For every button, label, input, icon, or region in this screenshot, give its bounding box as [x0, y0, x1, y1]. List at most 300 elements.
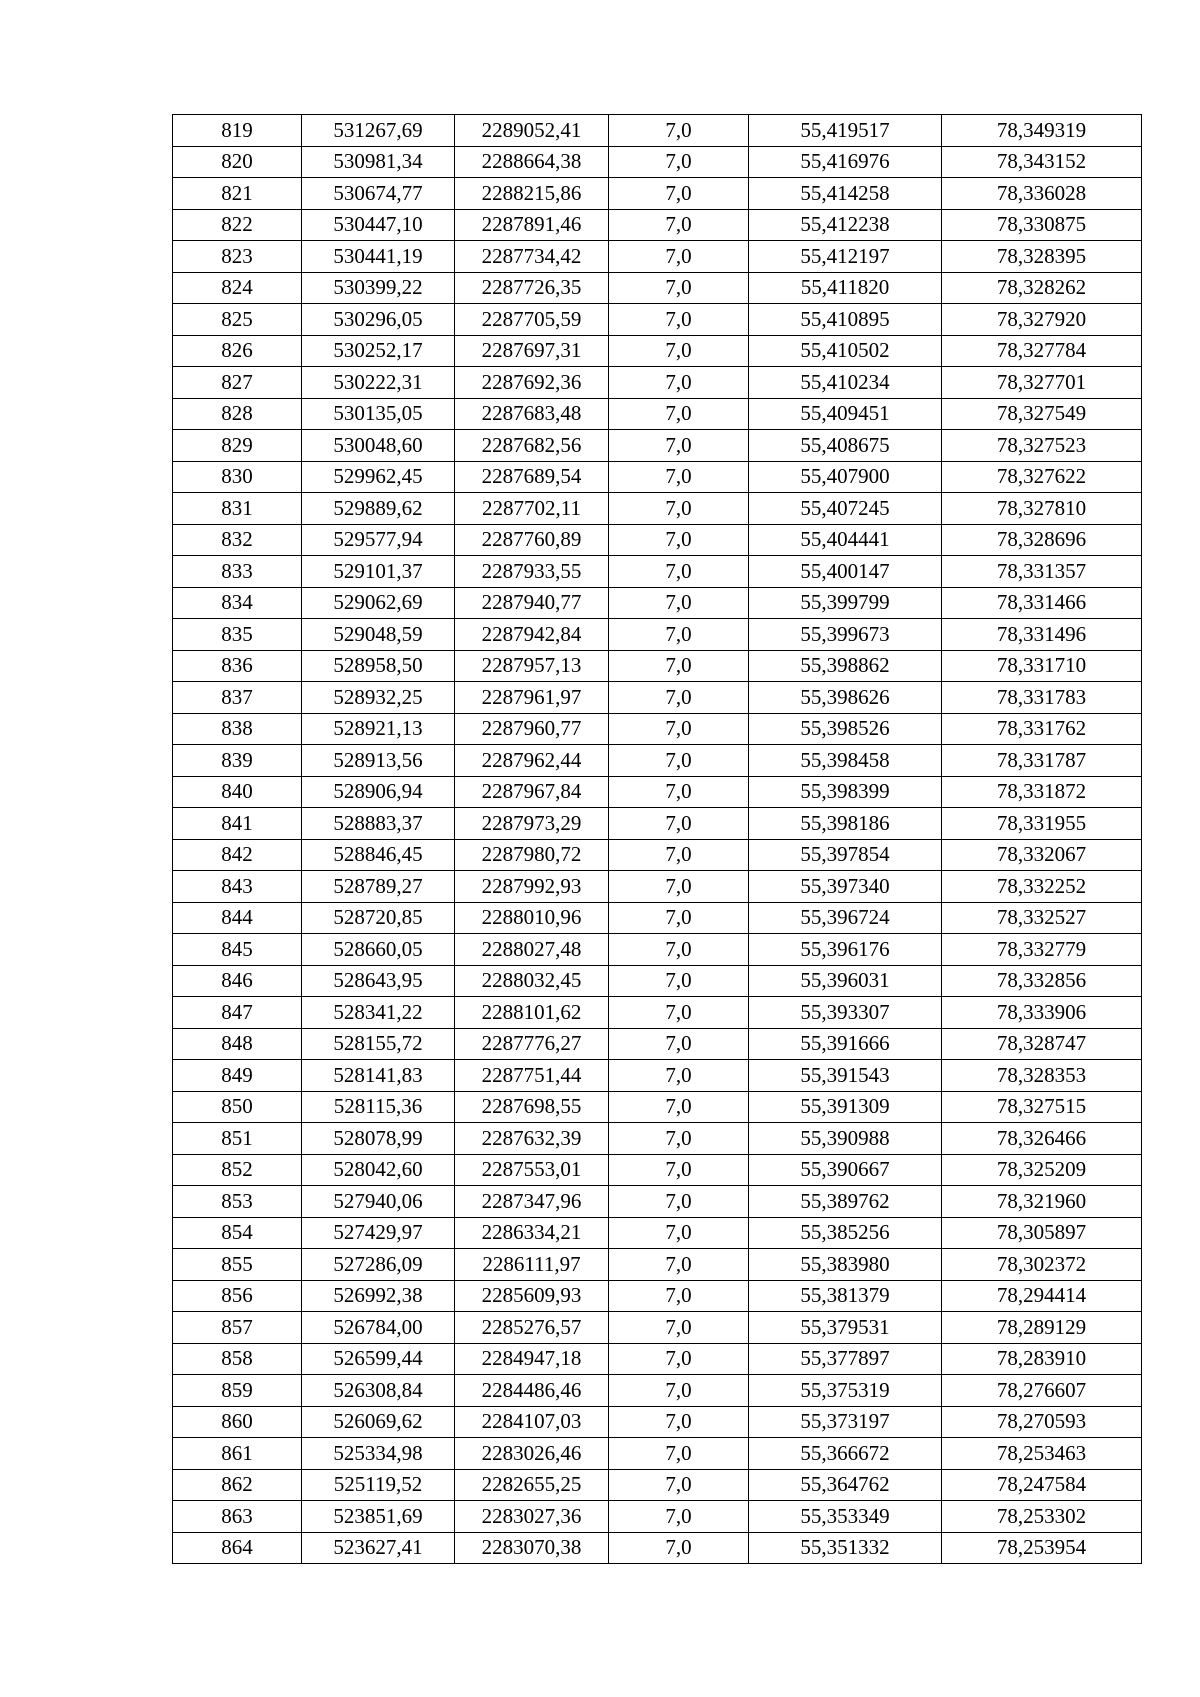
- latitude-cell: 55,412238: [749, 209, 942, 241]
- latitude-cell: 55,396031: [749, 965, 942, 997]
- point-number-cell: 861: [173, 1438, 302, 1470]
- table-row: [173, 1154, 1142, 1186]
- x-coordinate-cell: 529962,45: [302, 461, 455, 493]
- latitude-cell: 55,398526: [749, 713, 942, 745]
- point-number-cell: 825: [173, 304, 302, 336]
- longitude-cell: 78,276607: [942, 1375, 1142, 1407]
- longitude-cell: 78,327784: [942, 335, 1142, 367]
- table-row: [173, 1028, 1142, 1060]
- height-cell: 7,0: [609, 272, 749, 304]
- table-row: [173, 1469, 1142, 1501]
- latitude-cell: 55,396176: [749, 934, 942, 966]
- point-number-cell: 821: [173, 178, 302, 210]
- table-row: [173, 902, 1142, 934]
- longitude-cell: 78,331787: [942, 745, 1142, 777]
- latitude-cell: 55,389762: [749, 1186, 942, 1218]
- height-cell: 7,0: [609, 556, 749, 588]
- x-coordinate-cell: 526784,00: [302, 1312, 455, 1344]
- longitude-cell: 78,253463: [942, 1438, 1142, 1470]
- y-coordinate-cell: 2287980,72: [455, 839, 609, 871]
- latitude-cell: 55,398186: [749, 808, 942, 840]
- longitude-cell: 78,332067: [942, 839, 1142, 871]
- height-cell: 7,0: [609, 619, 749, 651]
- longitude-cell: 78,327920: [942, 304, 1142, 336]
- longitude-cell: 78,331357: [942, 556, 1142, 588]
- table-row: [173, 1060, 1142, 1092]
- point-number-cell: 844: [173, 902, 302, 934]
- latitude-cell: 55,379531: [749, 1312, 942, 1344]
- longitude-cell: 78,327622: [942, 461, 1142, 493]
- x-coordinate-cell: 528141,83: [302, 1060, 455, 1092]
- height-cell: 7,0: [609, 776, 749, 808]
- longitude-cell: 78,349319: [942, 115, 1142, 147]
- latitude-cell: 55,409451: [749, 398, 942, 430]
- latitude-cell: 55,400147: [749, 556, 942, 588]
- y-coordinate-cell: 2282655,25: [455, 1469, 609, 1501]
- height-cell: 7,0: [609, 1343, 749, 1375]
- point-number-cell: 829: [173, 430, 302, 462]
- y-coordinate-cell: 2288027,48: [455, 934, 609, 966]
- table-row: [173, 1186, 1142, 1218]
- y-coordinate-cell: 2288032,45: [455, 965, 609, 997]
- y-coordinate-cell: 2288664,38: [455, 146, 609, 178]
- point-number-cell: 849: [173, 1060, 302, 1092]
- y-coordinate-cell: 2286334,21: [455, 1217, 609, 1249]
- point-number-cell: 860: [173, 1406, 302, 1438]
- y-coordinate-cell: 2283070,38: [455, 1532, 609, 1564]
- y-coordinate-cell: 2287973,29: [455, 808, 609, 840]
- latitude-cell: 55,391666: [749, 1028, 942, 1060]
- longitude-cell: 78,328353: [942, 1060, 1142, 1092]
- x-coordinate-cell: 530981,34: [302, 146, 455, 178]
- point-number-cell: 836: [173, 650, 302, 682]
- y-coordinate-cell: 2288101,62: [455, 997, 609, 1029]
- point-number-cell: 835: [173, 619, 302, 651]
- point-number-cell: 833: [173, 556, 302, 588]
- x-coordinate-cell: 528155,72: [302, 1028, 455, 1060]
- height-cell: 7,0: [609, 461, 749, 493]
- longitude-cell: 78,294414: [942, 1280, 1142, 1312]
- latitude-cell: 55,410895: [749, 304, 942, 336]
- latitude-cell: 55,416976: [749, 146, 942, 178]
- table-row: [173, 367, 1142, 399]
- height-cell: 7,0: [609, 1186, 749, 1218]
- table-row: [173, 272, 1142, 304]
- x-coordinate-cell: 526308,84: [302, 1375, 455, 1407]
- x-coordinate-cell: 528643,95: [302, 965, 455, 997]
- point-number-cell: 847: [173, 997, 302, 1029]
- table-row: [173, 1375, 1142, 1407]
- x-coordinate-cell: 530296,05: [302, 304, 455, 336]
- x-coordinate-cell: 528115,36: [302, 1091, 455, 1123]
- height-cell: 7,0: [609, 1375, 749, 1407]
- point-number-cell: 855: [173, 1249, 302, 1281]
- point-number-cell: 863: [173, 1501, 302, 1533]
- height-cell: 7,0: [609, 1280, 749, 1312]
- longitude-cell: 78,331466: [942, 587, 1142, 619]
- height-cell: 7,0: [609, 524, 749, 556]
- height-cell: 7,0: [609, 871, 749, 903]
- latitude-cell: 55,393307: [749, 997, 942, 1029]
- table-row: [173, 430, 1142, 462]
- height-cell: 7,0: [609, 1312, 749, 1344]
- table-row: [173, 934, 1142, 966]
- table-row: [173, 115, 1142, 147]
- latitude-cell: 55,398862: [749, 650, 942, 682]
- point-number-cell: 857: [173, 1312, 302, 1344]
- latitude-cell: 55,396724: [749, 902, 942, 934]
- longitude-cell: 78,328696: [942, 524, 1142, 556]
- table-row: [173, 650, 1142, 682]
- point-number-cell: 823: [173, 241, 302, 273]
- latitude-cell: 55,377897: [749, 1343, 942, 1375]
- latitude-cell: 55,419517: [749, 115, 942, 147]
- point-number-cell: 841: [173, 808, 302, 840]
- y-coordinate-cell: 2287697,31: [455, 335, 609, 367]
- height-cell: 7,0: [609, 367, 749, 399]
- height-cell: 7,0: [609, 1438, 749, 1470]
- height-cell: 7,0: [609, 1091, 749, 1123]
- latitude-cell: 55,399673: [749, 619, 942, 651]
- table-row: [173, 619, 1142, 651]
- longitude-cell: 78,328395: [942, 241, 1142, 273]
- latitude-cell: 55,383980: [749, 1249, 942, 1281]
- longitude-cell: 78,289129: [942, 1312, 1142, 1344]
- height-cell: 7,0: [609, 965, 749, 997]
- height-cell: 7,0: [609, 241, 749, 273]
- x-coordinate-cell: 530222,31: [302, 367, 455, 399]
- x-coordinate-cell: 529889,62: [302, 493, 455, 525]
- latitude-cell: 55,391543: [749, 1060, 942, 1092]
- longitude-cell: 78,247584: [942, 1469, 1142, 1501]
- table-row: [173, 178, 1142, 210]
- height-cell: 7,0: [609, 1123, 749, 1155]
- x-coordinate-cell: 530048,60: [302, 430, 455, 462]
- table-row: [173, 1123, 1142, 1155]
- height-cell: 7,0: [609, 650, 749, 682]
- point-number-cell: 827: [173, 367, 302, 399]
- point-number-cell: 840: [173, 776, 302, 808]
- table-row: [173, 1312, 1142, 1344]
- x-coordinate-cell: 528958,50: [302, 650, 455, 682]
- x-coordinate-cell: 530447,10: [302, 209, 455, 241]
- y-coordinate-cell: 2287891,46: [455, 209, 609, 241]
- point-number-cell: 846: [173, 965, 302, 997]
- longitude-cell: 78,283910: [942, 1343, 1142, 1375]
- latitude-cell: 55,407900: [749, 461, 942, 493]
- height-cell: 7,0: [609, 808, 749, 840]
- longitude-cell: 78,331496: [942, 619, 1142, 651]
- point-number-cell: 819: [173, 115, 302, 147]
- point-number-cell: 826: [173, 335, 302, 367]
- longitude-cell: 78,325209: [942, 1154, 1142, 1186]
- longitude-cell: 78,327810: [942, 493, 1142, 525]
- table-row: [173, 776, 1142, 808]
- x-coordinate-cell: 526992,38: [302, 1280, 455, 1312]
- longitude-cell: 78,332527: [942, 902, 1142, 934]
- longitude-cell: 78,331955: [942, 808, 1142, 840]
- point-number-cell: 851: [173, 1123, 302, 1155]
- longitude-cell: 78,327701: [942, 367, 1142, 399]
- latitude-cell: 55,390667: [749, 1154, 942, 1186]
- table-row: [173, 1217, 1142, 1249]
- x-coordinate-cell: 528042,60: [302, 1154, 455, 1186]
- x-coordinate-cell: 528660,05: [302, 934, 455, 966]
- latitude-cell: 55,351332: [749, 1532, 942, 1564]
- point-number-cell: 864: [173, 1532, 302, 1564]
- height-cell: 7,0: [609, 587, 749, 619]
- x-coordinate-cell: 526069,62: [302, 1406, 455, 1438]
- x-coordinate-cell: 530441,19: [302, 241, 455, 273]
- height-cell: 7,0: [609, 1249, 749, 1281]
- longitude-cell: 78,333906: [942, 997, 1142, 1029]
- y-coordinate-cell: 2284107,03: [455, 1406, 609, 1438]
- x-coordinate-cell: 530399,22: [302, 272, 455, 304]
- point-number-cell: 820: [173, 146, 302, 178]
- x-coordinate-cell: 528078,99: [302, 1123, 455, 1155]
- y-coordinate-cell: 2284486,46: [455, 1375, 609, 1407]
- longitude-cell: 78,330875: [942, 209, 1142, 241]
- longitude-cell: 78,328747: [942, 1028, 1142, 1060]
- point-number-cell: 842: [173, 839, 302, 871]
- latitude-cell: 55,410502: [749, 335, 942, 367]
- table-row: [173, 1532, 1142, 1564]
- point-number-cell: 853: [173, 1186, 302, 1218]
- height-cell: 7,0: [609, 1501, 749, 1533]
- x-coordinate-cell: 529048,59: [302, 619, 455, 651]
- table-row: [173, 461, 1142, 493]
- longitude-cell: 78,253954: [942, 1532, 1142, 1564]
- x-coordinate-cell: 523851,69: [302, 1501, 455, 1533]
- table-row: [173, 1438, 1142, 1470]
- table-row: [173, 398, 1142, 430]
- x-coordinate-cell: 528932,25: [302, 682, 455, 714]
- height-cell: 7,0: [609, 1532, 749, 1564]
- longitude-cell: 78,336028: [942, 178, 1142, 210]
- y-coordinate-cell: 2289052,41: [455, 115, 609, 147]
- table-row: [173, 1091, 1142, 1123]
- x-coordinate-cell: 528720,85: [302, 902, 455, 934]
- table-row: [173, 1249, 1142, 1281]
- longitude-cell: 78,343152: [942, 146, 1142, 178]
- latitude-cell: 55,391309: [749, 1091, 942, 1123]
- latitude-cell: 55,366672: [749, 1438, 942, 1470]
- table-row: [173, 839, 1142, 871]
- y-coordinate-cell: 2287960,77: [455, 713, 609, 745]
- y-coordinate-cell: 2287347,96: [455, 1186, 609, 1218]
- longitude-cell: 78,321960: [942, 1186, 1142, 1218]
- x-coordinate-cell: 527940,06: [302, 1186, 455, 1218]
- table-row: [173, 556, 1142, 588]
- x-coordinate-cell: 531267,69: [302, 115, 455, 147]
- latitude-cell: 55,408675: [749, 430, 942, 462]
- point-number-cell: 837: [173, 682, 302, 714]
- table-row: [173, 304, 1142, 336]
- height-cell: 7,0: [609, 1028, 749, 1060]
- longitude-cell: 78,331762: [942, 713, 1142, 745]
- longitude-cell: 78,327515: [942, 1091, 1142, 1123]
- y-coordinate-cell: 2287682,56: [455, 430, 609, 462]
- point-number-cell: 848: [173, 1028, 302, 1060]
- point-number-cell: 828: [173, 398, 302, 430]
- height-cell: 7,0: [609, 934, 749, 966]
- y-coordinate-cell: 2287760,89: [455, 524, 609, 556]
- latitude-cell: 55,404441: [749, 524, 942, 556]
- latitude-cell: 55,397340: [749, 871, 942, 903]
- latitude-cell: 55,390988: [749, 1123, 942, 1155]
- latitude-cell: 55,398626: [749, 682, 942, 714]
- height-cell: 7,0: [609, 682, 749, 714]
- x-coordinate-cell: 525334,98: [302, 1438, 455, 1470]
- x-coordinate-cell: 528846,45: [302, 839, 455, 871]
- latitude-cell: 55,399799: [749, 587, 942, 619]
- latitude-cell: 55,398458: [749, 745, 942, 777]
- longitude-cell: 78,332779: [942, 934, 1142, 966]
- latitude-cell: 55,364762: [749, 1469, 942, 1501]
- point-number-cell: 843: [173, 871, 302, 903]
- table-row: [173, 871, 1142, 903]
- x-coordinate-cell: 528883,37: [302, 808, 455, 840]
- x-coordinate-cell: 525119,52: [302, 1469, 455, 1501]
- longitude-cell: 78,270593: [942, 1406, 1142, 1438]
- y-coordinate-cell: 2287698,55: [455, 1091, 609, 1123]
- y-coordinate-cell: 2287689,54: [455, 461, 609, 493]
- table-row: [173, 808, 1142, 840]
- point-number-cell: 856: [173, 1280, 302, 1312]
- height-cell: 7,0: [609, 209, 749, 241]
- point-number-cell: 832: [173, 524, 302, 556]
- x-coordinate-cell: 528921,13: [302, 713, 455, 745]
- height-cell: 7,0: [609, 902, 749, 934]
- point-number-cell: 822: [173, 209, 302, 241]
- y-coordinate-cell: 2287933,55: [455, 556, 609, 588]
- latitude-cell: 55,381379: [749, 1280, 942, 1312]
- latitude-cell: 55,411820: [749, 272, 942, 304]
- point-number-cell: 834: [173, 587, 302, 619]
- latitude-cell: 55,412197: [749, 241, 942, 273]
- x-coordinate-cell: 529062,69: [302, 587, 455, 619]
- point-number-cell: 850: [173, 1091, 302, 1123]
- x-coordinate-cell: 523627,41: [302, 1532, 455, 1564]
- y-coordinate-cell: 2287992,93: [455, 871, 609, 903]
- y-coordinate-cell: 2287957,13: [455, 650, 609, 682]
- longitude-cell: 78,327549: [942, 398, 1142, 430]
- table-row: [173, 713, 1142, 745]
- y-coordinate-cell: 2287751,44: [455, 1060, 609, 1092]
- table-row: [173, 1343, 1142, 1375]
- point-number-cell: 830: [173, 461, 302, 493]
- y-coordinate-cell: 2285609,93: [455, 1280, 609, 1312]
- y-coordinate-cell: 2287692,36: [455, 367, 609, 399]
- y-coordinate-cell: 2287553,01: [455, 1154, 609, 1186]
- latitude-cell: 55,353349: [749, 1501, 942, 1533]
- table-row: [173, 587, 1142, 619]
- longitude-cell: 78,331783: [942, 682, 1142, 714]
- table-row: [173, 241, 1142, 273]
- x-coordinate-cell: 528789,27: [302, 871, 455, 903]
- y-coordinate-cell: 2287967,84: [455, 776, 609, 808]
- longitude-cell: 78,253302: [942, 1501, 1142, 1533]
- x-coordinate-cell: 528341,22: [302, 997, 455, 1029]
- y-coordinate-cell: 2287683,48: [455, 398, 609, 430]
- height-cell: 7,0: [609, 493, 749, 525]
- latitude-cell: 55,410234: [749, 367, 942, 399]
- y-coordinate-cell: 2283026,46: [455, 1438, 609, 1470]
- height-cell: 7,0: [609, 997, 749, 1029]
- table-row: [173, 1406, 1142, 1438]
- table-row: [173, 965, 1142, 997]
- point-number-cell: 839: [173, 745, 302, 777]
- latitude-cell: 55,398399: [749, 776, 942, 808]
- x-coordinate-cell: 529577,94: [302, 524, 455, 556]
- height-cell: 7,0: [609, 335, 749, 367]
- latitude-cell: 55,375319: [749, 1375, 942, 1407]
- y-coordinate-cell: 2287942,84: [455, 619, 609, 651]
- point-number-cell: 852: [173, 1154, 302, 1186]
- table-row: [173, 493, 1142, 525]
- point-number-cell: 838: [173, 713, 302, 745]
- latitude-cell: 55,373197: [749, 1406, 942, 1438]
- y-coordinate-cell: 2287734,42: [455, 241, 609, 273]
- y-coordinate-cell: 2287776,27: [455, 1028, 609, 1060]
- y-coordinate-cell: 2287726,35: [455, 272, 609, 304]
- longitude-cell: 78,328262: [942, 272, 1142, 304]
- y-coordinate-cell: 2283027,36: [455, 1501, 609, 1533]
- table-row: [173, 1280, 1142, 1312]
- longitude-cell: 78,326466: [942, 1123, 1142, 1155]
- height-cell: 7,0: [609, 1154, 749, 1186]
- y-coordinate-cell: 2288215,86: [455, 178, 609, 210]
- height-cell: 7,0: [609, 430, 749, 462]
- table-row: [173, 682, 1142, 714]
- y-coordinate-cell: 2286111,97: [455, 1249, 609, 1281]
- coordinates-table-body: [173, 115, 1142, 1564]
- x-coordinate-cell: 529101,37: [302, 556, 455, 588]
- height-cell: 7,0: [609, 1469, 749, 1501]
- y-coordinate-cell: 2287705,59: [455, 304, 609, 336]
- height-cell: 7,0: [609, 839, 749, 871]
- point-number-cell: 859: [173, 1375, 302, 1407]
- x-coordinate-cell: 527286,09: [302, 1249, 455, 1281]
- table-row: [173, 209, 1142, 241]
- height-cell: 7,0: [609, 745, 749, 777]
- longitude-cell: 78,302372: [942, 1249, 1142, 1281]
- longitude-cell: 78,327523: [942, 430, 1142, 462]
- height-cell: 7,0: [609, 713, 749, 745]
- x-coordinate-cell: 528906,94: [302, 776, 455, 808]
- point-number-cell: 845: [173, 934, 302, 966]
- latitude-cell: 55,397854: [749, 839, 942, 871]
- x-coordinate-cell: 527429,97: [302, 1217, 455, 1249]
- y-coordinate-cell: 2287632,39: [455, 1123, 609, 1155]
- table-row: [173, 524, 1142, 556]
- y-coordinate-cell: 2287961,97: [455, 682, 609, 714]
- table-row: [173, 745, 1142, 777]
- longitude-cell: 78,332252: [942, 871, 1142, 903]
- x-coordinate-cell: 530252,17: [302, 335, 455, 367]
- height-cell: 7,0: [609, 398, 749, 430]
- table-row: [173, 1501, 1142, 1533]
- x-coordinate-cell: 528913,56: [302, 745, 455, 777]
- x-coordinate-cell: 530674,77: [302, 178, 455, 210]
- point-number-cell: 858: [173, 1343, 302, 1375]
- height-cell: 7,0: [609, 1217, 749, 1249]
- height-cell: 7,0: [609, 146, 749, 178]
- x-coordinate-cell: 530135,05: [302, 398, 455, 430]
- longitude-cell: 78,331872: [942, 776, 1142, 808]
- point-number-cell: 831: [173, 493, 302, 525]
- point-number-cell: 862: [173, 1469, 302, 1501]
